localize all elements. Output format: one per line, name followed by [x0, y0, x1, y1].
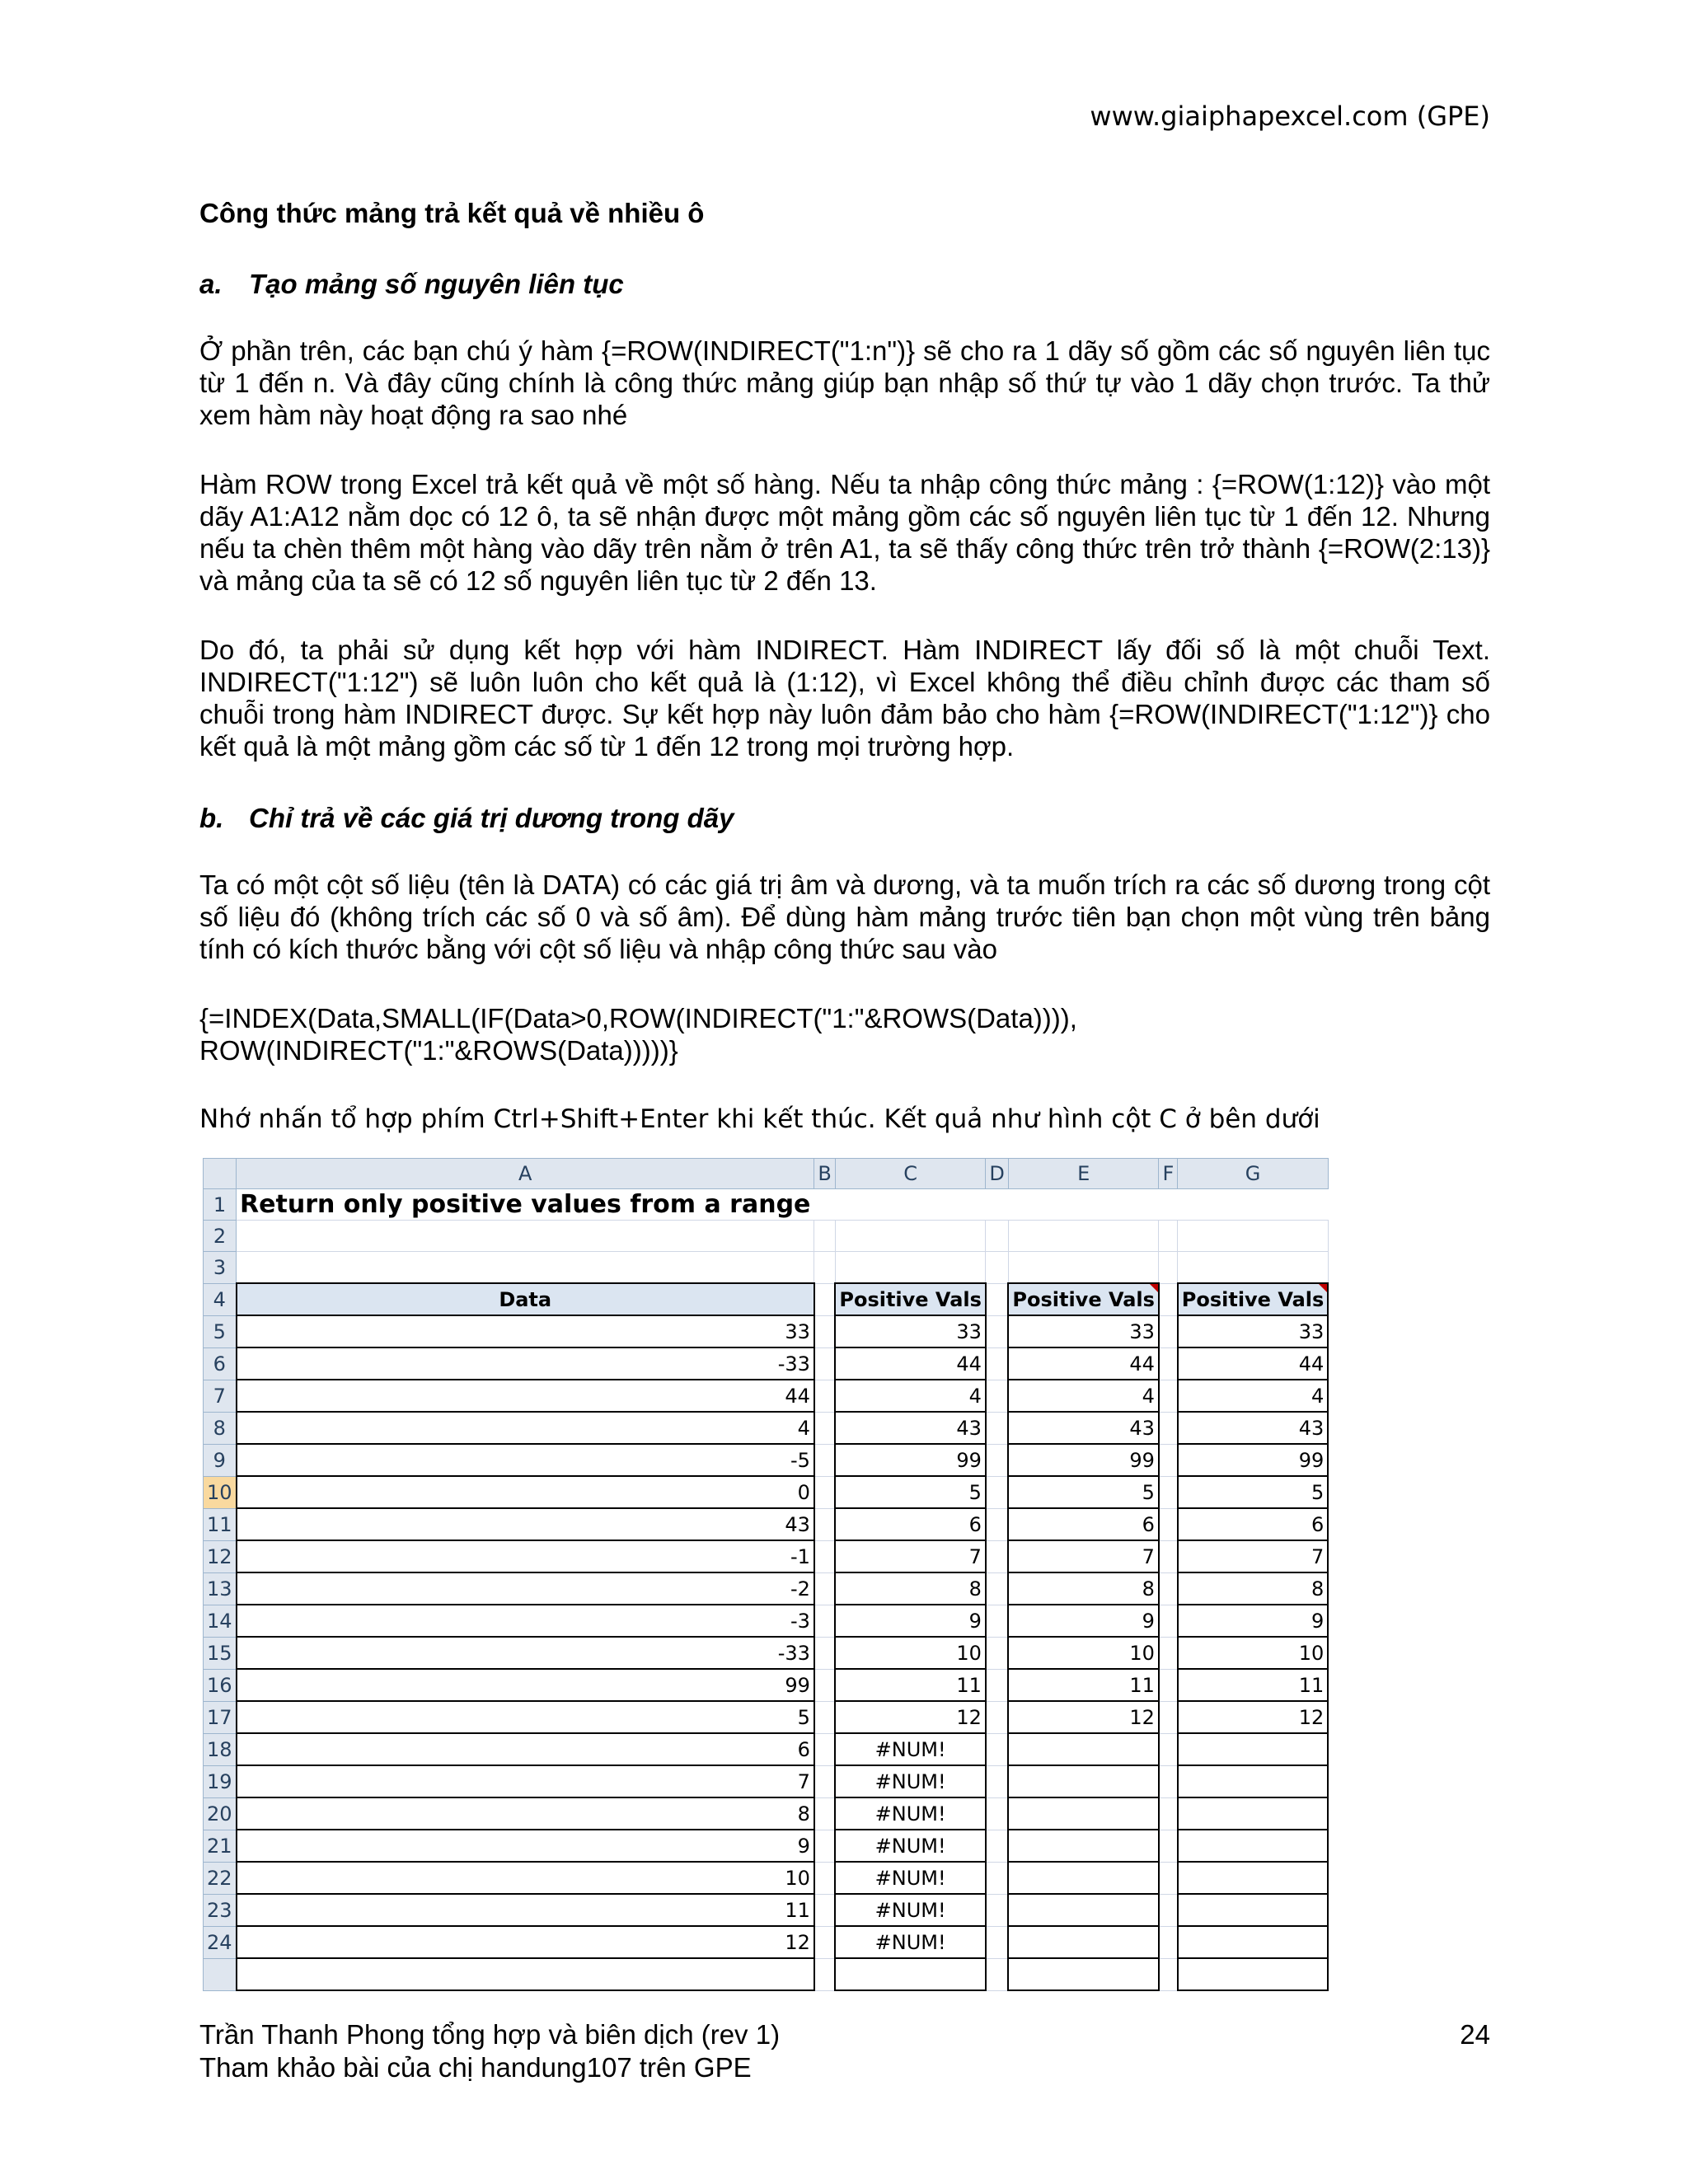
cell-empty[interactable]	[1008, 1221, 1159, 1252]
document-body	[199, 194, 1490, 1136]
cell-empty[interactable]	[986, 1669, 1008, 1701]
sheet-row-17	[204, 1701, 1329, 1733]
cell-empty[interactable]	[986, 1701, 1008, 1733]
positive-cell-c[interactable]: #NUM!	[835, 1830, 986, 1862]
positive-cell-g[interactable]: 11	[1178, 1669, 1329, 1701]
positive-cell-e[interactable]	[1008, 1733, 1159, 1765]
row-header-16[interactable]: 16	[204, 1669, 237, 1701]
page-number: 24	[1460, 2019, 1490, 2050]
row-header-17[interactable]: 17	[204, 1701, 237, 1733]
sheet-row-11	[204, 1508, 1329, 1540]
header-cell-positive-g[interactable]: Positive Vals	[1178, 1283, 1329, 1315]
cell-empty[interactable]	[814, 1252, 835, 1284]
row-header-19[interactable]: 19	[204, 1765, 237, 1797]
cell-empty[interactable]	[1159, 1637, 1178, 1669]
cell-empty[interactable]	[814, 1572, 835, 1605]
sheet-row-4	[204, 1283, 1329, 1315]
cell-empty[interactable]	[1159, 1958, 1178, 1990]
cell-empty[interactable]	[986, 1315, 1008, 1347]
cell-empty[interactable]	[814, 1540, 835, 1572]
positive-cell-g[interactable]	[1178, 1894, 1329, 1926]
positive-cell-e[interactable]: 8	[1008, 1572, 1159, 1605]
sheet-row-22	[204, 1862, 1329, 1894]
positive-cell-c[interactable]: 8	[835, 1572, 986, 1605]
cell-empty[interactable]	[1159, 1894, 1178, 1926]
row-header-10[interactable]: 10	[204, 1476, 237, 1508]
data-cell[interactable]: -33	[237, 1347, 814, 1380]
row-header-12[interactable]: 12	[204, 1540, 237, 1572]
cell-empty[interactable]	[986, 1958, 1008, 1990]
positive-cell-g[interactable]: 7	[1178, 1540, 1329, 1572]
spreadsheet-grid	[203, 1158, 1329, 1991]
positive-cell-c[interactable]: #NUM!	[835, 1733, 986, 1765]
sheet-row-12	[204, 1540, 1329, 1572]
positive-cell-e[interactable]: 44	[1008, 1347, 1159, 1380]
cell-empty[interactable]	[814, 1189, 835, 1221]
note-text: Nhớ nhấn tổ hợp phím Ctrl+Shift+Enter khi kết thúc. Kết quả như hình cột C ở bên dưới	[199, 1104, 1320, 1134]
cell-empty[interactable]	[986, 1765, 1008, 1797]
cell-empty[interactable]	[986, 1380, 1008, 1412]
positive-cell-e[interactable]: 4	[1008, 1380, 1159, 1412]
row-header-11[interactable]: 11	[204, 1508, 237, 1540]
column-header-g[interactable]: G	[1178, 1159, 1329, 1189]
data-cell[interactable]: -33	[237, 1637, 814, 1669]
cell-empty[interactable]	[1159, 1605, 1178, 1637]
positive-cell-g[interactable]	[1178, 1862, 1329, 1894]
positive-cell-g[interactable]: 10	[1178, 1637, 1329, 1669]
cell-empty[interactable]	[1159, 1412, 1178, 1444]
cell-empty[interactable]	[814, 1926, 835, 1958]
data-cell[interactable]: 8	[237, 1797, 814, 1830]
row-header-2[interactable]: 2	[204, 1221, 237, 1252]
positive-cell-c[interactable]: 33	[835, 1315, 986, 1347]
cell-empty[interactable]	[814, 1958, 835, 1990]
positive-cell-c[interactable]: #NUM!	[835, 1926, 986, 1958]
data-cell[interactable]: 43	[237, 1508, 814, 1540]
row-header-21[interactable]: 21	[204, 1830, 237, 1862]
positive-cell-g[interactable]: 12	[1178, 1701, 1329, 1733]
sheet-row-8	[204, 1412, 1329, 1444]
positive-cell-e[interactable]: 33	[1008, 1315, 1159, 1347]
cell-empty[interactable]	[814, 1894, 835, 1926]
cell-empty[interactable]	[1178, 1958, 1329, 1990]
cell-empty[interactable]	[814, 1476, 835, 1508]
data-cell[interactable]: -3	[237, 1605, 814, 1637]
positive-cell-e[interactable]: 12	[1008, 1701, 1159, 1733]
sheet-row-15	[204, 1637, 1329, 1669]
cell-empty[interactable]	[1159, 1315, 1178, 1347]
sheet-row-6	[204, 1347, 1329, 1380]
positive-cell-e[interactable]: 7	[1008, 1540, 1159, 1572]
cell-empty[interactable]	[986, 1540, 1008, 1572]
cell-empty[interactable]	[1159, 1926, 1178, 1958]
column-header-b[interactable]: B	[814, 1159, 835, 1189]
sheet-row-3	[204, 1252, 1329, 1284]
cell-empty[interactable]	[814, 1380, 835, 1412]
cell-empty[interactable]	[1159, 1508, 1178, 1540]
cell-empty[interactable]	[835, 1252, 986, 1284]
data-cell[interactable]: 6	[237, 1733, 814, 1765]
cell-empty[interactable]	[814, 1221, 835, 1252]
cell-empty[interactable]	[835, 1189, 986, 1221]
positive-cell-g[interactable]	[1178, 1765, 1329, 1797]
cell-empty[interactable]	[1159, 1476, 1178, 1508]
cell-empty[interactable]	[986, 1605, 1008, 1637]
positive-cell-e[interactable]	[1008, 1926, 1159, 1958]
header-cell-positive-c[interactable]: Positive Vals	[835, 1283, 986, 1315]
positive-cell-c[interactable]: 99	[835, 1444, 986, 1476]
positive-cell-g[interactable]: 4	[1178, 1380, 1329, 1412]
positive-cell-g[interactable]	[1178, 1926, 1329, 1958]
cell-empty[interactable]	[1159, 1572, 1178, 1605]
header-site-url: www.giaiphapexcel.com (GPE)	[1090, 101, 1490, 132]
column-header-d[interactable]: D	[986, 1159, 1008, 1189]
sheet-row-21	[204, 1830, 1329, 1862]
row-header-1[interactable]: 1	[204, 1189, 237, 1221]
cell-empty[interactable]	[986, 1476, 1008, 1508]
formula-block	[199, 1002, 1490, 1066]
positive-cell-g[interactable]: 43	[1178, 1412, 1329, 1444]
formula-line-1: {=INDEX(Data,SMALL(IF(Data>0,ROW(INDIRECT("1:"&ROWS(Data)))),	[199, 1003, 1077, 1033]
cell-empty[interactable]	[986, 1444, 1008, 1476]
cell-empty[interactable]	[986, 1830, 1008, 1862]
sheet-row-13	[204, 1572, 1329, 1605]
positive-cell-g[interactable]: 44	[1178, 1347, 1329, 1380]
page-footer	[199, 2018, 1490, 2084]
cell-empty[interactable]	[986, 1283, 1008, 1315]
row-header-14[interactable]: 14	[204, 1605, 237, 1637]
subsection-b-title: Chỉ trả về các giá trị dương trong dãy	[249, 803, 734, 833]
data-cell[interactable]: 11	[237, 1894, 814, 1926]
positive-cell-g[interactable]: 9	[1178, 1605, 1329, 1637]
subsection-a-title: Tạo mảng số nguyên liên tục	[249, 269, 624, 299]
cell-empty[interactable]	[237, 1958, 814, 1990]
data-cell[interactable]: 7	[237, 1765, 814, 1797]
cell-empty[interactable]	[1159, 1283, 1178, 1315]
row-header-24[interactable]: 24	[204, 1926, 237, 1958]
sheet-row-10	[204, 1476, 1329, 1508]
sheet-row-2	[204, 1221, 1329, 1252]
data-cell[interactable]: 9	[237, 1830, 814, 1862]
subsection-b-number: b.	[199, 803, 224, 833]
data-cell[interactable]: -2	[237, 1572, 814, 1605]
positive-cell-e[interactable]	[1008, 1894, 1159, 1926]
cell-empty[interactable]	[814, 1830, 835, 1862]
sheet-row-partial	[204, 1958, 1329, 1990]
sheet-row-24	[204, 1926, 1329, 1958]
positive-cell-g[interactable]	[1178, 1830, 1329, 1862]
row-header-8[interactable]: 8	[204, 1412, 237, 1444]
paragraph-4: Ta có một cột số liệu (tên là DATA) có các giá trị âm và dương, và ta muốn trích ra các số dương trong cột số liệu đó (không trích các số 0 và số âm). Để dùng hàm mảng trước tiên bạn chọn một vùng trên bảng tính có kích thước bằng với cột số liệu và nhập công thức sau vào	[199, 869, 1490, 964]
positive-cell-e[interactable]: 99	[1008, 1444, 1159, 1476]
cell-empty[interactable]	[986, 1252, 1008, 1284]
cell-empty[interactable]	[986, 1894, 1008, 1926]
sheet-row-16	[204, 1669, 1329, 1701]
cell-empty[interactable]	[1178, 1252, 1329, 1284]
data-cell[interactable]: -5	[237, 1444, 814, 1476]
positive-cell-c[interactable]: #NUM!	[835, 1862, 986, 1894]
cell-empty[interactable]	[1178, 1189, 1329, 1221]
data-cell[interactable]: 99	[237, 1669, 814, 1701]
paragraph-1: Ở phần trên, các bạn chú ý hàm {=ROW(INDIRECT("1:n")} sẽ cho ra 1 dãy số gồm các số nguyên liên tục từ 1 đến n. Và đây cũng chính là công thức mảng giúp bạn nhập số thứ tự vào 1 dãy chọn trước. Ta thử xem hàm này hoạt động ra sao nhé	[199, 335, 1490, 430]
cell-empty[interactable]	[986, 1189, 1008, 1221]
data-cell[interactable]: 4	[237, 1412, 814, 1444]
row-header-4[interactable]: 4	[204, 1283, 237, 1315]
cell-empty[interactable]	[835, 1958, 986, 1990]
cell-empty[interactable]	[1159, 1701, 1178, 1733]
footer-author: Trần Thanh Phong tổng hợp và biên dịch (rev 1)	[199, 2019, 781, 2050]
row-header-15[interactable]: 15	[204, 1637, 237, 1669]
cell-empty[interactable]	[1159, 1862, 1178, 1894]
sheet-row-20	[204, 1797, 1329, 1830]
row-header-22[interactable]: 22	[204, 1862, 237, 1894]
data-cell[interactable]: 5	[237, 1701, 814, 1733]
cell-empty[interactable]	[1178, 1221, 1329, 1252]
positive-cell-c[interactable]: 6	[835, 1508, 986, 1540]
positive-cell-e[interactable]	[1008, 1765, 1159, 1797]
sheet-row-23	[204, 1894, 1329, 1926]
cell-empty[interactable]	[1008, 1189, 1159, 1221]
sheet-title-cell[interactable]: Return only positive values from a range	[237, 1189, 814, 1221]
positive-cell-c[interactable]: 4	[835, 1380, 986, 1412]
positive-cell-c[interactable]: 11	[835, 1669, 986, 1701]
positive-cell-c[interactable]: #NUM!	[835, 1797, 986, 1830]
cell-empty[interactable]	[814, 1701, 835, 1733]
column-header-c[interactable]: C	[835, 1159, 986, 1189]
positive-cell-e[interactable]	[1008, 1862, 1159, 1894]
column-header-a[interactable]: A	[237, 1159, 814, 1189]
cell-empty[interactable]	[1159, 1765, 1178, 1797]
sheet-row-19	[204, 1765, 1329, 1797]
cell-empty[interactable]	[986, 1862, 1008, 1894]
positive-cell-g[interactable]: 33	[1178, 1315, 1329, 1347]
cell-empty[interactable]	[814, 1412, 835, 1444]
formula-line-2: ROW(INDIRECT("1:"&ROWS(Data)))))}	[199, 1035, 678, 1066]
cell-empty[interactable]	[814, 1862, 835, 1894]
paragraph-2: Hàm ROW trong Excel trả kết quả về một số hàng. Nếu ta nhập công thức mảng : {=ROW(1:12)} vào một dãy A1:A12 nằm dọc có 12 ô, ta sẽ nhận được một mảng gồm các số nguyên liên tục từ 1 đến 12. Nhưng nếu ta chèn thêm một hàng vào dãy trên nằm ở trên A1, ta sẽ thấy công thức trên trở thành {=ROW(2:13)} và mảng của ta sẽ có 12 số nguyên liên tục từ 2 đến 13.	[199, 469, 1490, 596]
cell-empty[interactable]	[1159, 1540, 1178, 1572]
sheet-row-9	[204, 1444, 1329, 1476]
cell-empty[interactable]	[986, 1221, 1008, 1252]
cell-empty[interactable]	[835, 1221, 986, 1252]
column-header-row	[204, 1159, 1329, 1189]
cell-empty[interactable]	[1159, 1797, 1178, 1830]
cell-empty[interactable]	[1159, 1189, 1178, 1221]
row-header-7[interactable]: 7	[204, 1380, 237, 1412]
positive-cell-c[interactable]: 44	[835, 1347, 986, 1380]
cell-empty[interactable]	[237, 1252, 814, 1284]
row-header-3[interactable]: 3	[204, 1252, 237, 1284]
cell-empty[interactable]	[1159, 1221, 1178, 1252]
paragraph-3: Do đó, ta phải sử dụng kết hợp với hàm INDIRECT. Hàm INDIRECT lấy đối số là một chuỗi Text. INDIRECT("1:12") sẽ luôn luôn cho kết quả là (1:12), vì Excel không thể điều chỉnh được các tham số chuỗi trong hàm INDIRECT được. Sự kết hợp này luôn đảm bảo cho hàm {=ROW(INDIRECT("1:12")} cho kết quả là một mảng gồm các số từ 1 đến 12 trong mọi trường hợp.	[199, 635, 1490, 762]
header-cell-positive-e[interactable]: Positive Vals	[1008, 1283, 1159, 1315]
cell-empty[interactable]	[986, 1926, 1008, 1958]
cell-empty[interactable]	[814, 1733, 835, 1765]
sheet-row-5	[204, 1315, 1329, 1347]
row-header-23[interactable]: 23	[204, 1894, 237, 1926]
positive-cell-e[interactable]: 11	[1008, 1669, 1159, 1701]
positive-cell-e[interactable]: 10	[1008, 1637, 1159, 1669]
cell-empty[interactable]	[986, 1572, 1008, 1605]
cell-empty[interactable]	[814, 1637, 835, 1669]
cell-empty[interactable]	[814, 1765, 835, 1797]
header-cell-data[interactable]: Data	[237, 1283, 814, 1315]
cell-empty[interactable]	[1159, 1444, 1178, 1476]
cell-empty[interactable]	[1159, 1733, 1178, 1765]
column-header-f[interactable]: F	[1159, 1159, 1178, 1189]
positive-cell-c[interactable]: #NUM!	[835, 1894, 986, 1926]
positive-cell-g[interactable]: 5	[1178, 1476, 1329, 1508]
spreadsheet-screenshot	[203, 1158, 1325, 1967]
cell-empty[interactable]	[814, 1444, 835, 1476]
cell-empty[interactable]	[1159, 1669, 1178, 1701]
cell-empty[interactable]	[814, 1315, 835, 1347]
row-header-13[interactable]: 13	[204, 1572, 237, 1605]
data-cell[interactable]: 10	[237, 1862, 814, 1894]
positive-cell-c[interactable]: 10	[835, 1637, 986, 1669]
cell-empty[interactable]	[986, 1412, 1008, 1444]
subsection-b	[199, 799, 1490, 837]
cell-empty[interactable]	[986, 1733, 1008, 1765]
data-cell[interactable]: 0	[237, 1476, 814, 1508]
cell-empty[interactable]	[814, 1347, 835, 1380]
footer-reference: Tham khảo bài của chị handung107 trên GPE	[199, 2052, 752, 2083]
cell-empty[interactable]	[986, 1508, 1008, 1540]
row-header-9[interactable]: 9	[204, 1444, 237, 1476]
cell-empty[interactable]	[814, 1797, 835, 1830]
positive-cell-c[interactable]: 43	[835, 1412, 986, 1444]
positive-cell-e[interactable]: 6	[1008, 1508, 1159, 1540]
cell-empty[interactable]	[1008, 1958, 1159, 1990]
cell-empty[interactable]	[986, 1637, 1008, 1669]
positive-cell-e[interactable]: 5	[1008, 1476, 1159, 1508]
cell-empty[interactable]	[814, 1283, 835, 1315]
cell-empty[interactable]	[1008, 1252, 1159, 1284]
cell-empty[interactable]	[814, 1669, 835, 1701]
data-cell[interactable]: 33	[237, 1315, 814, 1347]
positive-cell-g[interactable]	[1178, 1733, 1329, 1765]
positive-cell-e[interactable]	[1008, 1797, 1159, 1830]
positive-cell-e[interactable]: 9	[1008, 1605, 1159, 1637]
positive-cell-c[interactable]: 5	[835, 1476, 986, 1508]
select-all-corner[interactable]	[204, 1159, 237, 1189]
positive-cell-g[interactable]: 6	[1178, 1508, 1329, 1540]
sheet-row-18	[204, 1733, 1329, 1765]
row-header-18[interactable]: 18	[204, 1733, 237, 1765]
row-header-5[interactable]: 5	[204, 1315, 237, 1347]
positive-cell-c[interactable]: #NUM!	[835, 1765, 986, 1797]
column-header-e[interactable]: E	[1008, 1159, 1159, 1189]
row-header-6[interactable]: 6	[204, 1347, 237, 1380]
data-cell[interactable]: -1	[237, 1540, 814, 1572]
positive-cell-e[interactable]	[1008, 1830, 1159, 1862]
cell-empty[interactable]	[1159, 1252, 1178, 1284]
row-header-20[interactable]: 20	[204, 1797, 237, 1830]
positive-cell-g[interactable]: 8	[1178, 1572, 1329, 1605]
cell-empty[interactable]	[986, 1797, 1008, 1830]
sheet-row-7	[204, 1380, 1329, 1412]
cell-empty[interactable]	[814, 1605, 835, 1637]
positive-cell-g[interactable]: 99	[1178, 1444, 1329, 1476]
row-header-partial[interactable]	[204, 1958, 237, 1990]
cell-empty[interactable]	[1159, 1830, 1178, 1862]
positive-cell-c[interactable]: 12	[835, 1701, 986, 1733]
positive-cell-c[interactable]: 7	[835, 1540, 986, 1572]
cell-empty[interactable]	[1159, 1380, 1178, 1412]
data-cell[interactable]: 12	[237, 1926, 814, 1958]
positive-cell-c[interactable]: 9	[835, 1605, 986, 1637]
cell-empty[interactable]	[1159, 1347, 1178, 1380]
positive-cell-g[interactable]	[1178, 1797, 1329, 1830]
subsection-a-number: a.	[199, 269, 223, 299]
cell-empty[interactable]	[237, 1221, 814, 1252]
subsection-a	[199, 265, 1490, 303]
cell-empty[interactable]	[986, 1347, 1008, 1380]
cell-empty[interactable]	[814, 1508, 835, 1540]
sheet-row-14	[204, 1605, 1329, 1637]
positive-cell-e[interactable]: 43	[1008, 1412, 1159, 1444]
data-cell[interactable]: 44	[237, 1380, 814, 1412]
sheet-row-1	[204, 1189, 1329, 1221]
section-title: Công thức mảng trả kết quả về nhiều ô	[199, 198, 705, 228]
